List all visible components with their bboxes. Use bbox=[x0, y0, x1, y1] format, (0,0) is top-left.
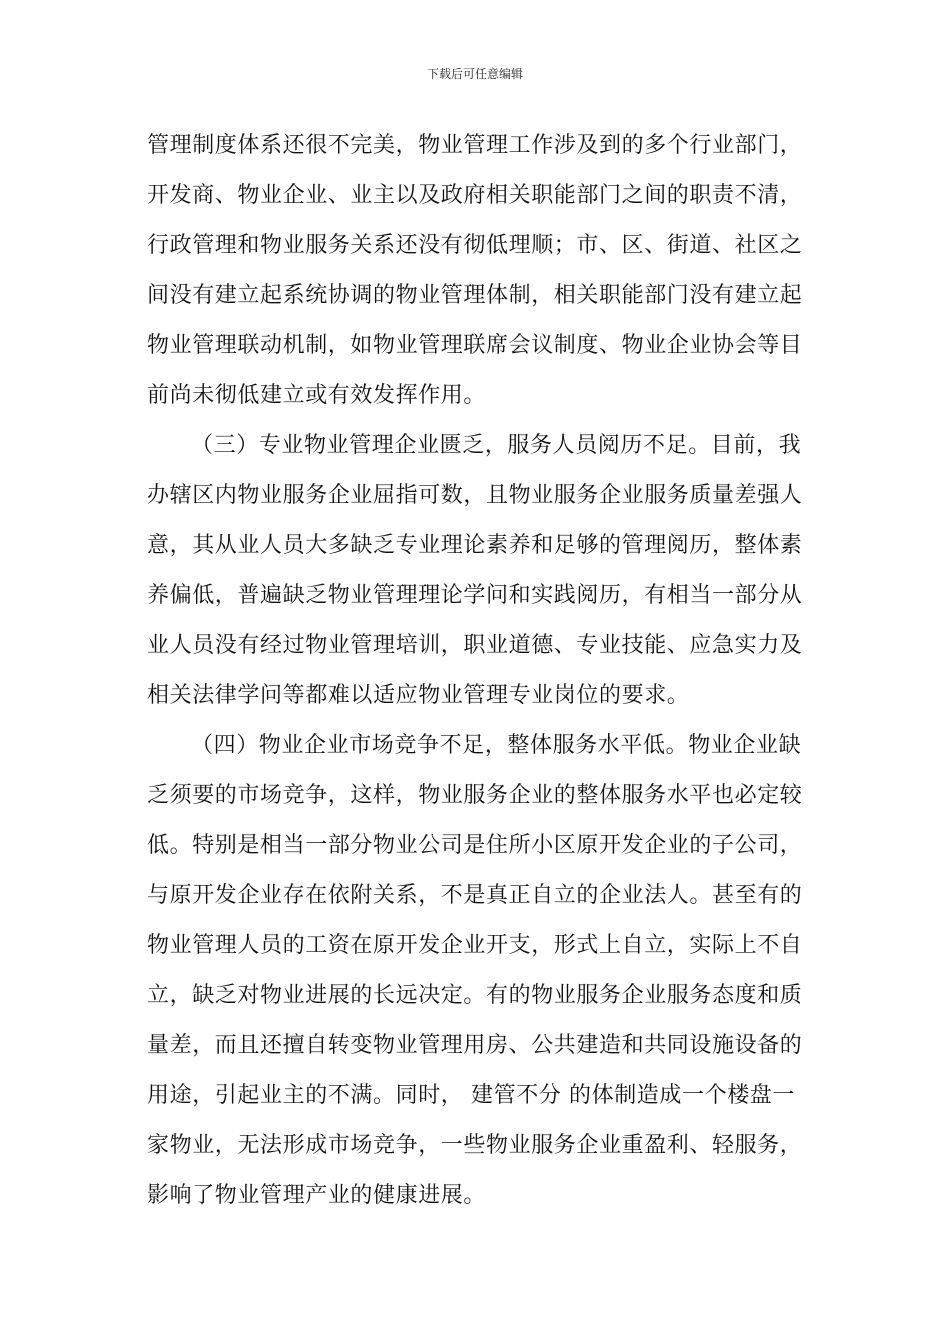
text-line: 量差，而且还擅自转变物业管理用房、公共建造和共同设施设备的 bbox=[147, 1033, 803, 1058]
text-line: 意，其从业人员大多缺乏专业理论素养和足够的管理阅历，整体素 bbox=[147, 533, 803, 558]
text-line: 物业管理人员的工资在原开发企业开支，形式上自立，实际上不自 bbox=[147, 933, 803, 958]
text-line: 前尚未彻低建立或有效发挥作用。 bbox=[147, 383, 487, 408]
text-line: 业人员没有经过物业管理培训，职业道德、专业技能、应急实力及 bbox=[147, 633, 803, 658]
page-header: 下载后可任意编辑 bbox=[426, 67, 523, 81]
text-line: 相关法律学问等都难以适应物业管理专业岗位的要求。 bbox=[147, 683, 690, 708]
text-line: 间没有建立起系统协调的物业管理体制，相关职能部门没有建立起 bbox=[147, 283, 803, 308]
text-line: 立，缺乏对物业进展的长远决定。有的物业服务企业服务态度和质 bbox=[147, 983, 803, 1008]
text-line: 家物业，无法形成市场竞争，一些物业服务企业重盈利、轻服务， bbox=[147, 1133, 803, 1158]
text-line: 开发商、物业企业、业主以及政府相关职能部门之间的职责不清， bbox=[147, 183, 803, 208]
text-line: （四）物业企业市场竞争不足，整体服务水平低。物业企业缺 bbox=[191, 733, 802, 758]
text-line: 低。特别是相当一部分物业公司是住所小区原开发企业的子公司， bbox=[147, 833, 803, 858]
paragraph-1 bbox=[147, 128, 807, 428]
text-line: （三）专业物业管理企业匮乏，服务人员阅历不足。目前，我 bbox=[191, 433, 802, 458]
text-line: 乏须要的市场竞争，这样，物业服务企业的整体服务水平也必定较 bbox=[147, 783, 803, 808]
text-line: 物业管理联动机制，如物业管理联席会议制度、物业企业协会等目 bbox=[147, 333, 803, 358]
text-line: 用途，引起业主的不满。同时， 建管不分 的体制造成一个楼盘一 bbox=[147, 1083, 795, 1108]
document-body bbox=[147, 128, 807, 1228]
text-line: 办辖区内物业服务企业屈指可数，且物业服务企业服务质量差强人 bbox=[147, 483, 803, 508]
text-line: 行政管理和物业服务关系还没有彻低理顺；市、区、街道、社区之 bbox=[147, 233, 803, 258]
paragraph-3 bbox=[147, 728, 807, 1228]
text-line: 养偏低，普遍缺乏物业管理理论学问和实践阅历，有相当一部分从 bbox=[147, 583, 803, 608]
text-line: 与原开发企业存在依附关系，不是真正自立的企业法人。甚至有的 bbox=[147, 883, 803, 908]
text-line: 管理制度体系还很不完美，物业管理工作涉及到的多个行业部门， bbox=[147, 133, 803, 158]
paragraph-2 bbox=[147, 428, 807, 728]
text-line: 影响了物业管理产业的健康进展。 bbox=[147, 1183, 487, 1208]
